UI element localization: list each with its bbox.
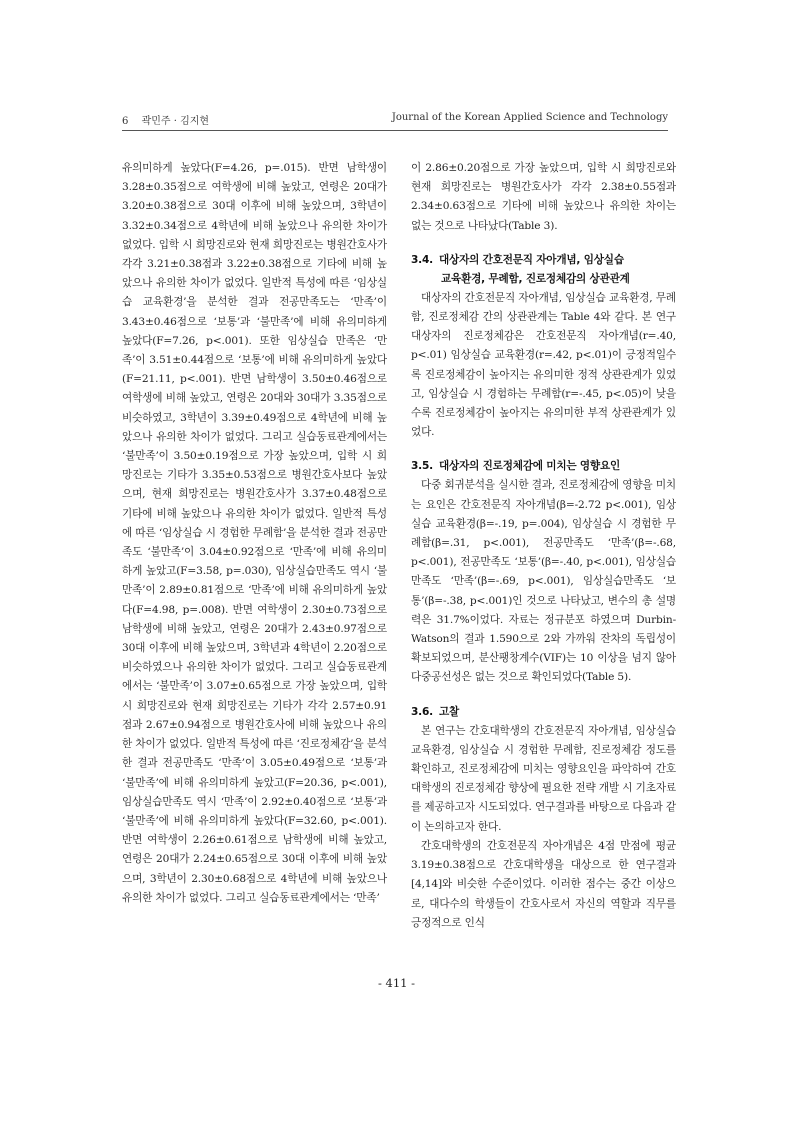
page-footer-number: - 411 - bbox=[377, 976, 416, 990]
section-number: 3.5. bbox=[411, 460, 433, 473]
left-column bbox=[122, 159, 387, 908]
section-3-6-body-2: 간호대학생의 간호전문직 자아개념은 4점 만점에 평균 3.19±0.38점으로 간호대학생을 대상으로 한 연구결과[4,14]와 비슷한 수준이었다. 이러한 점수는 중간 이상으로, 대다수의 학생들이 간호사로서 자신의 역할과 직무를 긍정적으로 인식 bbox=[411, 839, 676, 929]
section-number: 3.6. bbox=[411, 705, 433, 718]
section-3-4 bbox=[411, 251, 676, 443]
header-rule bbox=[122, 130, 668, 131]
section-3-6-body: 본 연구는 간호대학생의 간호전문직 자아개념, 임상실습 교육환경, 임상실습 시 경험한 무례함, 진로정체감 정도를 확인하고, 진로정체감에 미치는 영향요인을 파악하여 간호대학생의 진로정체감 향상에 필요한 전략 개발 시 기초자료를 제공하고자 시도되었다. 연구결과를 바탕으로 다음과 같이 논의하고자 한다. bbox=[411, 724, 676, 833]
header-left bbox=[122, 112, 209, 127]
header-journal-title: Journal of the Korean Applied Science and Technology bbox=[391, 112, 668, 123]
right-column bbox=[411, 159, 676, 933]
section-title: 대상자의 진로정체감에 미치는 영향요인 bbox=[439, 460, 621, 473]
section-3-5-heading bbox=[411, 457, 676, 476]
section-3-6 bbox=[411, 703, 676, 933]
header-page-number: 6 bbox=[122, 116, 129, 127]
results-continuation: 이 2.86±0.20점으로 가장 높았으며, 입학 시 희망진로와 현재 희망진로는 병원간호사가 각각 2.38±0.55점과 2.34±0.63점으로 기타에 비해 높았으나 유의한 차이는 없는 것으로 나타났다(Table 3). bbox=[411, 162, 676, 232]
section-3-5 bbox=[411, 457, 676, 687]
section-3-4-heading bbox=[411, 251, 676, 289]
section-title-line1: 대상자의 간호전문직 자아개념, 임상실습 bbox=[439, 253, 624, 266]
running-header bbox=[122, 112, 668, 128]
results-paragraph: 유의미하게 높았다(F=4.26, p=.015). 반면 남학생이 3.28±0.35점으로 여학생에 비해 높았고, 연령은 20대가 3.20±0.38점으로 30대 이후에 비해 높았으며, 3학년이 3.32±0.34점으로 4학년에 비해 높았으나 유의한 차이가 없었다. 입학 시 희망진로와 현재 희망진로는 병원간호사가 각각 3.21±0.38점과 3.22±0.38점으로 기타에 비해 높았으나 유의한 차이가 없었다. 일반적 특성에 따른 ‘임상실습 교육환경’을 분석한 결과 전공만족도는 ‘만족’이 3.43±0.46점으로 ‘보통’과 ‘불만족’에 비해 유의미하게 높았다(F=7.26, p<.001). 또한 임상실습 만족은 ‘만족’이 3.51±0.44점으로 ‘보통’에 비해 유의미하게 높았다(F=21.11, p<.001). 반면 남학생이 3.50±0.46점으로 여학생에 비해 높았고, 연령은 20대와 30대가 3.35점으로 비슷하였고, 3학년이 3.39±0.49점으로 4학년에 비해 높았으나 유의한 차이가 없었다. 그리고 실습동료관계에서는 ‘불만족’이 3.50±0.19점으로 가장 높았으며, 입학 시 희망진로는 기타가 3.35±0.53점으로 병원간호사보다 높았으며, 현재 희망진로는 병원간호사가 3.37±0.48점으로 기타에 비해 높았으나 유의한 차이가 없었다. 일반적 특성에 따른 ‘임상실습 시 경험한 무례함’을 분석한 결과 전공만족도 ‘불만족’이 3.04±0.92점으로 ‘만족’에 비해 유의미하게 높았고(F=3.58, p=.030), 임상실습만족도 역시 ‘불만족’이 2.89±0.81점으로 ‘만족’에 비해 유의미하게 높았다(F=4.98, p=.008). 반면 여학생이 2.30±0.73점으로 남학생에 비해 높았고, 연령은 20대가 2.43±0.97점으로 30대 이후에 비해 높았으며, 3학년과 4학년이 2.20점으로 비슷하였으나 유의한 차이가 없었다. 그리고 실습동료관계에서는 ‘불만족’이 3.07±0.65점으로 가장 높았으며, 입학 시 희망진로와 현재 희망진로는 기타가 각각 2.57±0.91점과 2.67±0.94점으로 병원간호사에 비해 높았으나 유의한 차이가 없었다. 일반적 특성에 따른 ‘진로정체감’을 분석한 결과 전공만족도 ‘만족’이 3.05±0.49점으로 ‘보통’과 ‘불만족’에 비해 유의미하게 높았고(F=20.36, p<.001), 임상실습만족도 역시 ‘만족’이 2.92±0.40점으로 ‘보통’과 ‘불만족’에 비해 유의미하게 높았다(F=32.60, p<.001). 반면 여학생이 2.26±0.61점으로 남학생에 비해 높았고, 연령은 20대가 2.24±0.65점으로 30대 이후에 비해 높았으며, 3학년이 2.30±0.68점으로 4학년에 비해 높았으나 유의한 차이가 없었다. 그리고 실습동료관계에서는 ‘만족’ bbox=[122, 162, 387, 904]
section-3-5-body: 다중 회귀분석을 실시한 결과, 진로정체감에 영향을 미치는 요인은 간호전문직 자아개념(β=-2.72 p<.001), 임상실습 교육환경(β=-.19, p=.004), 임상실습 시 경험한 무례함(β=.31, p<.001), 전공만족도 ‘만족’(β=-.68, p<.001), 전공만족도 ‘보통’(β=-.40, p<.001), 임상실습만족도 ‘만족’(β=-.69, p<.001), 임상실습만족도 ‘보통’(β=-.38, p<.001)인 것으로 나타났고, 변수의 총 설명력은 31.7%이었다. 자료는 정규분포 하였으며 Durbin-Watson의 결과 1.590으로 2와 가까워 잔차의 독립성이 확보되었으며, 분산팽창계수(VIF)는 10 이상을 넘지 않아 다중공선성은 없는 것으로 확인되었다(Table 5). bbox=[411, 479, 676, 684]
header-authors: 곽민주 · 김지현 bbox=[141, 116, 210, 127]
section-3-6-heading bbox=[411, 703, 676, 722]
section-title: 고찰 bbox=[439, 705, 460, 718]
section-3-4-body: 대상자의 간호전문직 자아개념, 임상실습 교육환경, 무례함, 진로정체감 간의 상관관계는 Table 4와 같다. 본 연구 대상자의 진로정체감은 간호전문직 자아개념(r=.40, p<.01) 임상실습 교육환경(r=.42, p<.01)이 긍정적일수록 진로정체감이 높아지는 유의미한 정적 상관관계가 있었고, 임상실습 시 경험하는 무례함(r=-.45, p<.05)이 낮을수록 진로정체감이 높아지는 유의미한 부적 상관관계가 있었다. bbox=[411, 291, 676, 439]
section-title-line2: 교육환경, 무례함, 진로정체감의 상관관계 bbox=[441, 272, 630, 285]
section-number: 3.4. bbox=[411, 253, 433, 266]
